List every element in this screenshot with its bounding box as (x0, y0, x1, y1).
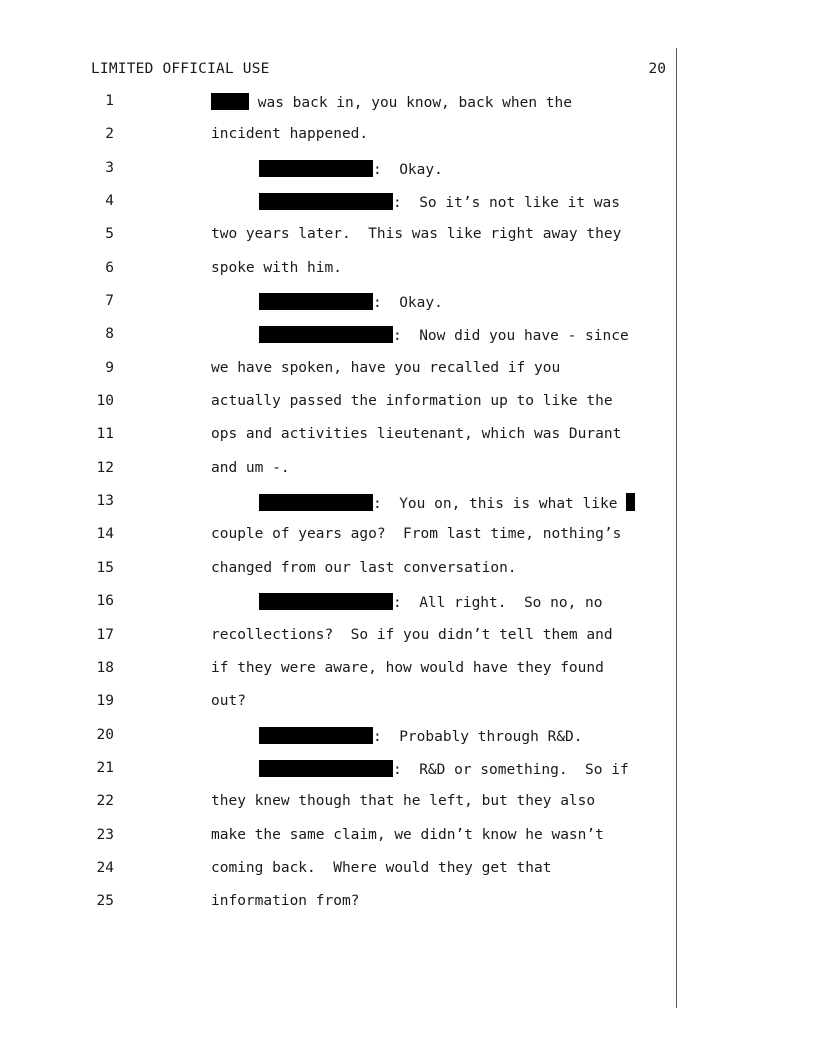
transcript-line (0, 526, 816, 559)
line-number: 5 (105, 226, 114, 243)
transcript-line (0, 360, 816, 393)
transcript-line (0, 593, 816, 626)
line-number: 22 (96, 793, 114, 810)
classification-marking: LIMITED OFFICIAL USE (91, 61, 270, 77)
line-content: spoke with him. (211, 259, 342, 276)
line-number: 4 (105, 193, 114, 210)
speaker-redaction (259, 593, 393, 610)
line-number: 8 (105, 326, 114, 343)
line-content: : So it’s not like it was (393, 195, 620, 212)
line-content: : R&D or something. So if (393, 761, 629, 778)
line-number: 24 (96, 859, 114, 876)
line-number: 17 (96, 626, 114, 643)
transcript-line (0, 627, 816, 660)
line-text (211, 93, 572, 111)
line-content: changed from our last conversation. (211, 559, 517, 576)
line-text (259, 193, 620, 211)
transcript-line (0, 560, 816, 593)
transcript-line (0, 293, 816, 326)
transcript-line (0, 160, 816, 193)
transcript-line (0, 693, 816, 726)
line-text (259, 727, 583, 745)
transcript-line (0, 827, 816, 860)
line-number: 15 (96, 559, 114, 576)
line-content: couple of years ago? From last time, nothing’s (211, 526, 622, 543)
line-content: two years later. This was like right away they (211, 226, 622, 243)
line-content: information from? (211, 893, 360, 910)
line-content: ops and activities lieutenant, which was Durant (211, 426, 622, 443)
line-number: 14 (96, 526, 114, 543)
line-text (211, 426, 621, 442)
line-text (211, 793, 595, 809)
transcript-line (0, 727, 816, 760)
line-number: 23 (96, 826, 114, 843)
line-text (211, 860, 551, 876)
line-number: 18 (96, 659, 114, 676)
transcript-line (0, 793, 816, 826)
line-number: 12 (96, 459, 114, 476)
line-number: 1 (105, 93, 114, 109)
transcript-line (0, 493, 816, 526)
line-number: 20 (96, 726, 114, 743)
line-text (211, 827, 604, 843)
line-number: 19 (96, 693, 114, 710)
speaker-redaction (259, 727, 373, 744)
line-number: 9 (105, 359, 114, 376)
line-content: : All right. So no, no (393, 595, 603, 612)
line-text (211, 126, 368, 142)
line-text (259, 593, 603, 611)
transcript-lines (0, 93, 816, 927)
transcript-line (0, 660, 816, 693)
line-content: out? (211, 693, 246, 710)
line-text (259, 160, 443, 178)
line-content: we have spoken, have you recalled if you (211, 359, 561, 376)
transcript-line (0, 326, 816, 359)
line-number: 3 (105, 159, 114, 176)
line-text (211, 627, 613, 643)
line-content: : Now did you have - since (393, 328, 629, 345)
speaker-redaction (259, 160, 373, 177)
line-content: incident happened. (211, 126, 369, 143)
line-text (211, 526, 621, 542)
line-text (211, 660, 604, 676)
line-content: and um -. (211, 459, 290, 476)
line-text (259, 326, 629, 344)
line-content: : You on, this is what like (373, 496, 627, 513)
transcript-line (0, 260, 816, 293)
line-number: 16 (96, 593, 114, 610)
transcript-line (0, 93, 816, 126)
line-content: coming back. Where would they get that (211, 859, 552, 876)
speaker-redaction (259, 760, 393, 777)
line-text (211, 560, 517, 576)
line-content: was back in, you know, back when the (249, 95, 573, 111)
redaction-block (211, 93, 249, 110)
line-content: they knew though that he left, but they also (211, 793, 596, 810)
line-text (211, 226, 621, 242)
transcript-line (0, 460, 816, 493)
speaker-redaction (259, 193, 393, 210)
line-text (211, 260, 342, 276)
inline-redaction (626, 493, 635, 511)
line-text (211, 460, 290, 476)
speaker-redaction (259, 326, 393, 343)
transcript-line (0, 426, 816, 459)
transcript-line (0, 860, 816, 893)
line-text (211, 393, 613, 409)
line-content: : Okay. (373, 295, 443, 312)
line-number: 11 (96, 426, 114, 443)
line-text (259, 493, 635, 512)
line-number: 10 (96, 393, 114, 410)
transcript-line (0, 226, 816, 259)
transcript-line (0, 193, 816, 226)
line-content: : Okay. (373, 161, 443, 178)
speaker-redaction (259, 494, 373, 511)
line-number: 6 (105, 259, 114, 276)
transcript-line (0, 393, 816, 426)
line-number: 7 (105, 293, 114, 310)
line-content: make the same claim, we didn’t know he wasn’t (211, 826, 604, 843)
line-content: actually passed the information up to like the (211, 393, 613, 410)
line-text (259, 293, 443, 311)
line-text (211, 893, 359, 909)
line-text (211, 360, 560, 376)
line-text (259, 760, 629, 778)
transcript-line (0, 126, 816, 159)
line-number: 13 (96, 493, 114, 510)
line-content: if they were aware, how would have they found (211, 659, 604, 676)
line-number: 2 (105, 126, 114, 143)
line-number: 21 (96, 759, 114, 776)
line-number: 25 (96, 893, 114, 910)
page-number: 20 (648, 61, 666, 77)
transcript-line (0, 893, 816, 926)
speaker-redaction (259, 293, 373, 310)
line-content: : Probably through R&D. (373, 728, 583, 745)
line-text (211, 693, 246, 709)
line-content: recollections? So if you didn’t tell them and (211, 626, 613, 643)
transcript-line (0, 760, 816, 793)
